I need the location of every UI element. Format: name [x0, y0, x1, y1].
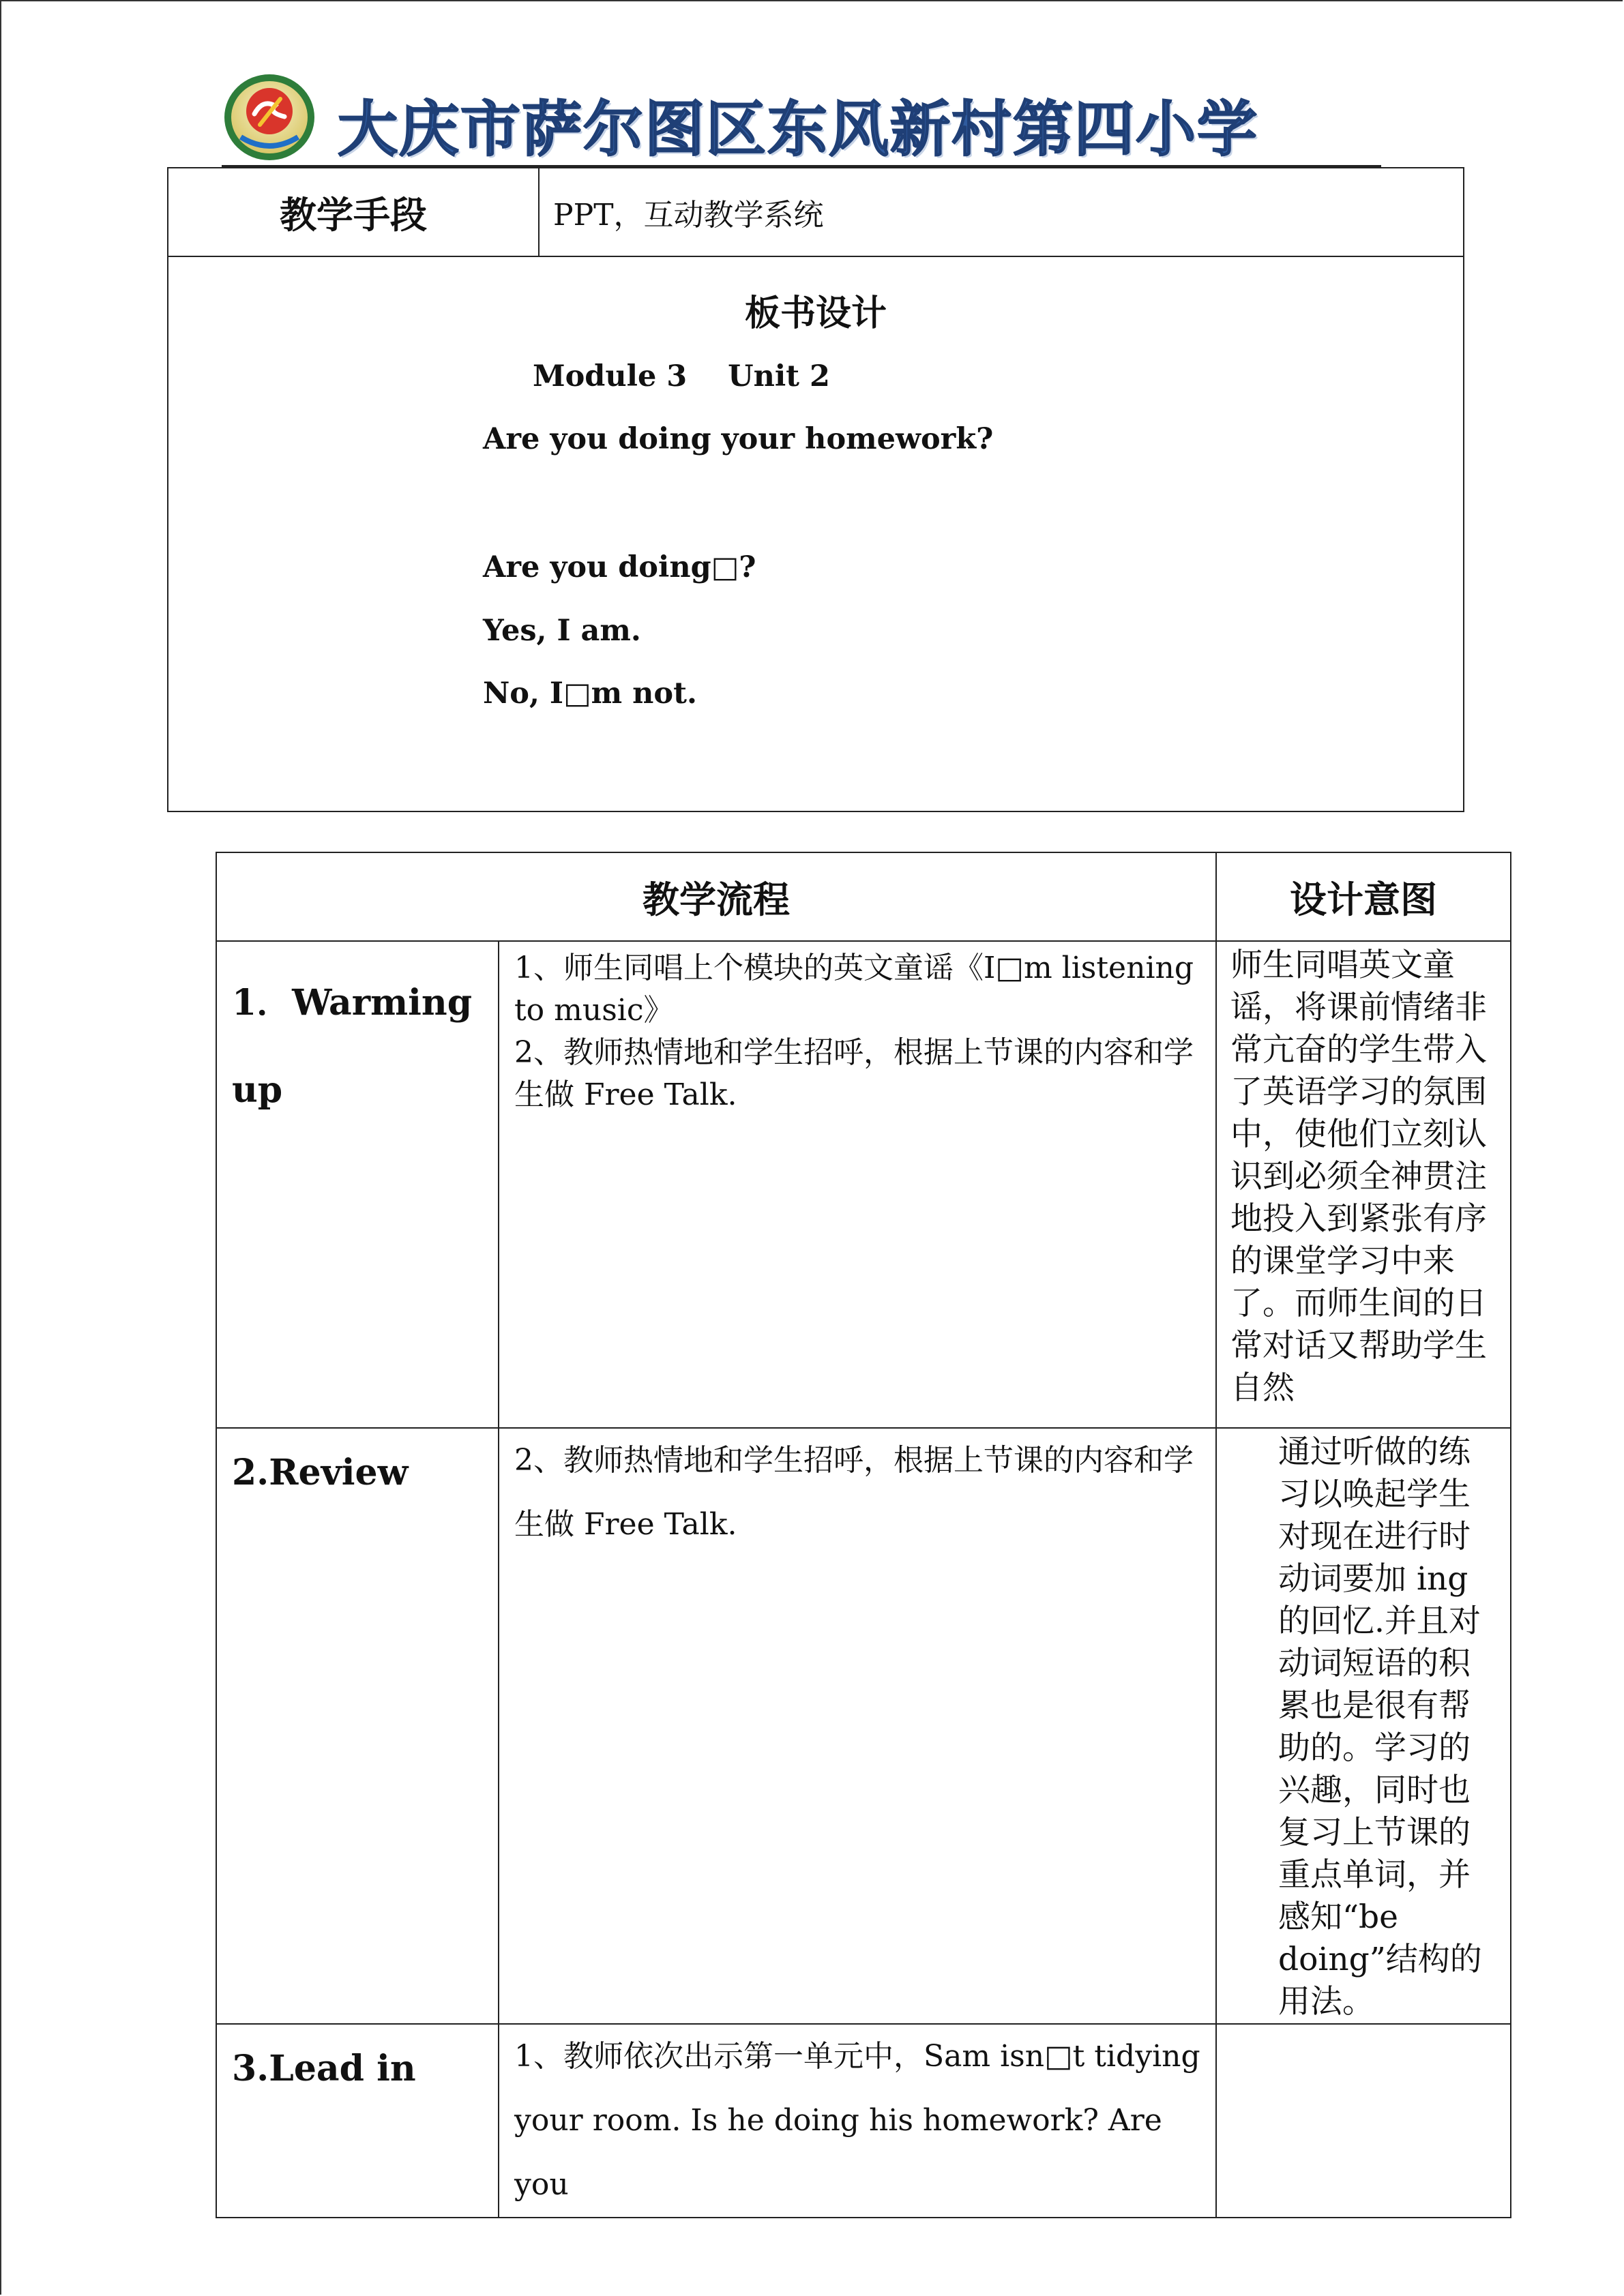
process-step: 2、教师热情地和学生招呼，根据上节课的内容和学生做 Free Talk. — [514, 1035, 1194, 1112]
process-step: 1、师生同唱上个模块的英文童谣《I□m listening to music》 — [514, 951, 1194, 1028]
process-step: 1、教师依次出示第一单元中，Sam isn□t tidying your room. Is he doing his homework? Are you — [514, 2039, 1200, 2202]
board-line-module: Module 3 Unit 2 — [533, 359, 830, 393]
teaching-means-label: 教学手段 — [168, 168, 539, 256]
board-line-pattern: Are you doing□? — [483, 550, 756, 584]
teaching-process-table — [216, 852, 1511, 2218]
stage-label: 3.Lead in — [216, 2024, 499, 2218]
board-design-title: 板书设计 — [744, 293, 887, 334]
school-emblem-icon — [222, 72, 317, 164]
table-row — [216, 2024, 1511, 2218]
design-intent: 师生同唱英文童谣，将课前情绪非常亢奋的学生带入了英语学习的氛围中，使他们立刻认识到必须全神贯注地投入到紧张有序的课堂学习中来了。而师生间的日常对话又帮助学生自然 — [1216, 941, 1511, 1428]
design-intent — [1216, 2024, 1511, 2218]
board-line-yes: Yes, I am. — [483, 614, 641, 648]
table-row — [216, 1428, 1511, 2024]
teaching-means-value: PPT，互动教学系统 — [539, 168, 1464, 256]
stage-label: 2.Review — [216, 1428, 499, 2024]
design-intent-header: 设计意图 — [1216, 852, 1511, 941]
process-content — [499, 1428, 1216, 2024]
board-line-no: No, I□m not. — [483, 676, 697, 711]
design-intent: 通过听做的练习以唤起学生对现在进行时动词要加 ing 的回忆.并且对动词短语的积累也是很有帮助的。学习的兴趣，同时也复习上节课的重点单词，并感知“be doing”结构的用法。 — [1216, 1428, 1511, 2024]
process-content — [499, 941, 1216, 1428]
process-step: 2、教师热情地和学生招呼，根据上节课的内容和学生做 Free Talk. — [514, 1443, 1194, 1542]
table-row — [216, 941, 1511, 1428]
board-line-question: Are you doing your homework? — [483, 422, 994, 456]
stage-label: 1．Warming up — [216, 941, 499, 1428]
teaching-means-table — [167, 167, 1464, 812]
school-name: 大庆市萨尔图区东风新村第四小学 — [338, 94, 1259, 164]
process-content — [499, 2024, 1216, 2218]
teaching-flow-header: 教学流程 — [216, 852, 1216, 941]
page-header — [222, 68, 1381, 167]
board-design-cell — [168, 256, 1464, 811]
